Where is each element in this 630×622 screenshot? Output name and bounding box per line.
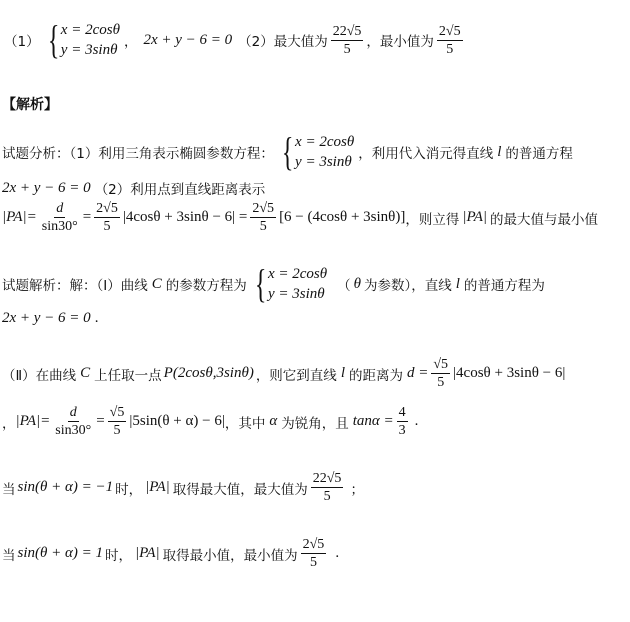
line-symbol: l [455,275,460,292]
analysis-text: 的普通方程 [505,146,573,162]
pa-label: |PA|= [15,413,51,429]
pa-label: |PA| [462,209,487,225]
solution-text: 时， [115,481,143,498]
solution-text: 为锐角，且 [281,415,349,432]
abs-expression: |4cosθ + 3sinθ − 6| [453,365,566,381]
brace-icon: { [47,17,59,62]
pa-label: |PA| [134,545,160,561]
analysis-text: （2）利用点到直线距离表示 [94,182,266,198]
solution-text: 当 [2,547,16,564]
period: . [414,413,419,429]
fraction-denominator: 5 [343,41,351,57]
fraction-denominator: sin30° [55,423,92,438]
fraction-denominator: sin30° [41,219,78,234]
tan-expression: tanα = [352,413,394,429]
max-conclusion-line [2,470,364,505]
fraction-denominator: 5 [446,41,454,57]
condition-expression: sin(θ + α) = −1 [17,479,114,495]
equals-sign: = [82,209,92,225]
analysis-heading: 【解析】 [2,97,58,113]
fraction-numerator: 22√5 [312,471,342,486]
period: . [335,545,340,561]
solution-text: 的距离为 [348,367,403,384]
fraction-denominator: 5 [323,489,331,504]
fraction-numerator: 2√5 [252,201,275,216]
min-value-fraction [437,23,463,58]
line-equation: 2x + y − 6 = 0 [2,179,91,196]
alpha-symbol: α [269,413,278,429]
analysis-text: ，利用代入消元得直线 [358,146,494,162]
abs-expression: |5sin(θ + α) − 6| [129,413,225,429]
separator: ， [2,415,16,432]
pa-label: |PA|= [2,209,37,225]
solution-text: 的普通方程为 [463,278,545,294]
solution-line-3 [2,356,565,391]
solution-text: ，则它到直线 [255,367,337,384]
fraction-numerator: 2√5 [302,537,325,552]
distance-formula-line [2,200,598,235]
curve-symbol: C [151,275,162,292]
min-conclusion-line [2,536,339,571]
solution-text: 时， [104,547,132,564]
abs-expression: |4cosθ + 3sinθ − 6| = [122,209,248,225]
equals-sign: = [96,413,105,429]
sqrt5-fraction [431,356,450,391]
fraction-numerator: 2√5 [438,23,461,39]
distance-label: d = [406,365,429,381]
param-system [44,17,120,62]
fraction-numerator: 22√5 [332,23,362,39]
separator: ， [123,34,138,50]
fraction-numerator: d [69,405,77,420]
solution-text: 试题解析：解：（Ⅰ）曲线 [2,278,148,294]
solution-line-1 [2,261,545,306]
sqrt5-fraction [108,404,127,439]
eq-x: x = 2cosθ [60,22,120,38]
point-p: P(2cosθ,3sinθ) [163,365,254,381]
min-value-fraction [301,536,327,571]
solution-text: （ [337,278,351,294]
solution-line-2 [2,310,98,327]
solution-text: （Ⅱ）在曲线 [2,367,77,384]
solution-text: 当 [2,481,16,498]
eq-y: y = 3sinθ [60,42,118,58]
brace-icon: { [254,261,267,306]
eq-x: x = 2cosθ [267,266,328,282]
eq-y: y = 3sinθ [295,154,352,170]
fraction-numerator: 4 [398,405,406,420]
fraction-denominator: 5 [437,375,445,390]
analysis-text: 试题分析：（1）利用三角表示椭圆参数方程： [2,146,274,162]
fraction-numerator: √5 [109,405,125,420]
brace-icon: { [281,129,294,174]
min-label: ，最小值为 [366,34,434,50]
solution-text: 的参数方程为 [165,278,247,294]
fraction-denominator: 5 [113,423,121,438]
tan-fraction [397,404,408,439]
fraction-denominator: 3 [398,423,406,438]
part2-label: （2）最大值为 [238,34,328,50]
analysis-line-1 [2,129,573,174]
answer-line [4,17,466,62]
line-equation: 2x + y − 6 = 0 [2,310,91,326]
param-system [251,261,328,306]
solution-text: 为参数），直线 [363,278,452,294]
solution-text: ，其中 [224,415,266,432]
line-symbol: l [497,143,502,160]
eq-x: x = 2cosθ [295,134,355,150]
fraction-numerator: d [56,201,64,216]
d-over-sin-fraction [53,404,93,439]
fraction-denominator: 5 [259,219,267,234]
d-over-sin-fraction [40,200,80,235]
analysis-line-2 [2,178,265,198]
fraction-denominator: 5 [309,555,317,570]
analysis-text: 的最大值与最小值 [489,211,598,228]
pa-label: |PA| [145,479,170,495]
part1-label: （1） [4,34,40,50]
period: . [94,310,99,326]
coefficient-fraction [250,200,276,235]
semicolon: ； [350,481,364,498]
coefficient-fraction [94,200,120,235]
solution-text: 上任取一点 [94,367,162,384]
analysis-text: ，则立得 [405,211,460,228]
max-value-fraction [331,23,364,58]
bracket-expression: [6 − (4cosθ + 3sinθ)] [279,209,406,225]
param-system [278,129,355,174]
curve-symbol: C [80,365,91,381]
fraction-numerator: 2√5 [96,201,118,216]
max-value-fraction [311,470,344,505]
theta-symbol: θ [353,275,361,292]
eq-y: y = 3sinθ [267,286,325,302]
line-symbol: l [340,365,345,381]
solution-text: 取得最小值，最小值为 [162,547,298,564]
fraction-denominator: 5 [103,219,111,234]
condition-expression: sin(θ + α) = 1 [17,545,103,561]
solution-text: 取得最大值，最大值为 [172,481,308,498]
solution-line-4 [2,404,418,439]
fraction-numerator: √5 [433,357,449,372]
line-equation: 2x + y − 6 = 0 [143,31,233,48]
